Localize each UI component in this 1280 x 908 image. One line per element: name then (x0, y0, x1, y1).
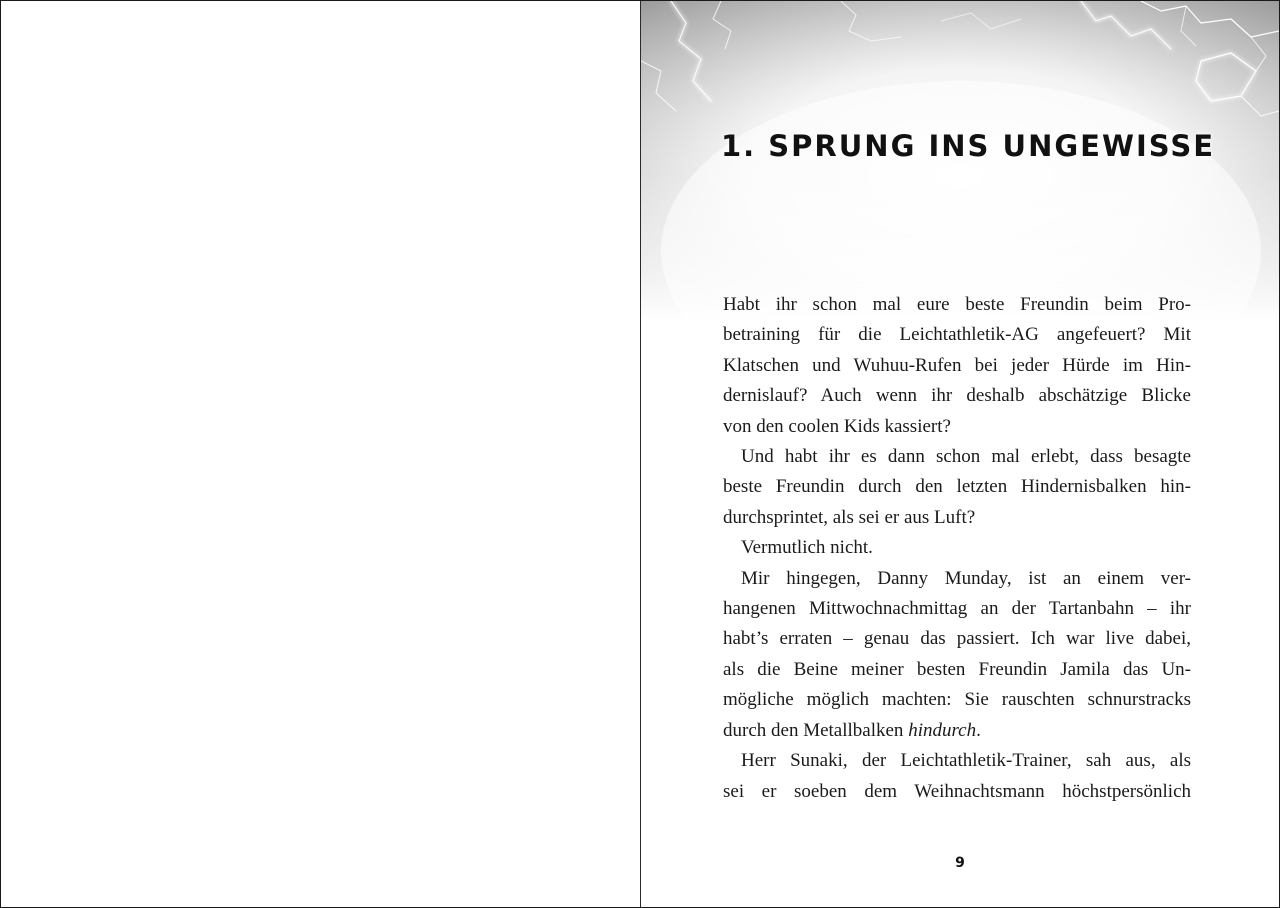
text-line: beste Freundin durch den letzten Hindernisbalken hin- (723, 476, 1191, 498)
page-number: 9 (955, 855, 965, 871)
text-line: Habt ihr schon mal eure beste Freundin beim Pro- (723, 294, 1191, 315)
emphasized-word: hindurch (908, 719, 977, 741)
paragraph-3 (723, 533, 1191, 563)
paragraph-5 (723, 746, 1191, 807)
text-line: Mir hingegen, Danny Munday, ist an einem ver- (741, 567, 1191, 589)
text-line: habt’s erraten – genau das passiert. Ich war live dabei, (723, 628, 1191, 650)
paragraph-2 (723, 442, 1191, 533)
text-line: Herr Sunaki, der Leichtathletik-Trainer, sah aus, als (741, 750, 1191, 772)
right-page (641, 1, 1279, 907)
text-line: Vermutlich nicht. (741, 537, 873, 559)
text-line: hangenen Mittwochnachmittag an der Tartanbahn – ihr (723, 598, 1191, 620)
chapter-title: 1. SPRUNG INS UNGEWISSE (721, 129, 1216, 163)
text-line: dernislauf? Auch wenn ihr deshalb abschätzige Blicke (723, 385, 1191, 407)
body-text (723, 290, 1191, 807)
text-fragment: . (976, 719, 981, 741)
left-page-blank (1, 1, 640, 907)
text-line: betraining für die Leichtathletik-AG angefeuert? Mit (723, 324, 1191, 346)
text-fragment: durch den Metallbalken (723, 719, 909, 741)
paragraph-4 (723, 564, 1191, 746)
text-line (723, 716, 1191, 746)
text-line: durchsprintet, als sei er aus Luft? (723, 506, 976, 528)
paragraph-1 (723, 290, 1191, 442)
text-line: von den coolen Kids kassiert? (723, 415, 951, 437)
text-line: Klatschen und Wuhuu-Rufen bei jeder Hürde im Hin- (723, 354, 1191, 376)
text-line: als die Beine meiner besten Freundin Jamila das Un- (723, 658, 1191, 680)
text-line: mögliche möglich machten: Sie rauschten schnurstracks (723, 689, 1191, 711)
text-line: sei er soeben dem Weihnachtsmann höchstpersönlich (723, 780, 1191, 802)
text-line: Und habt ihr es dann schon mal erlebt, dass besagte (741, 446, 1191, 468)
